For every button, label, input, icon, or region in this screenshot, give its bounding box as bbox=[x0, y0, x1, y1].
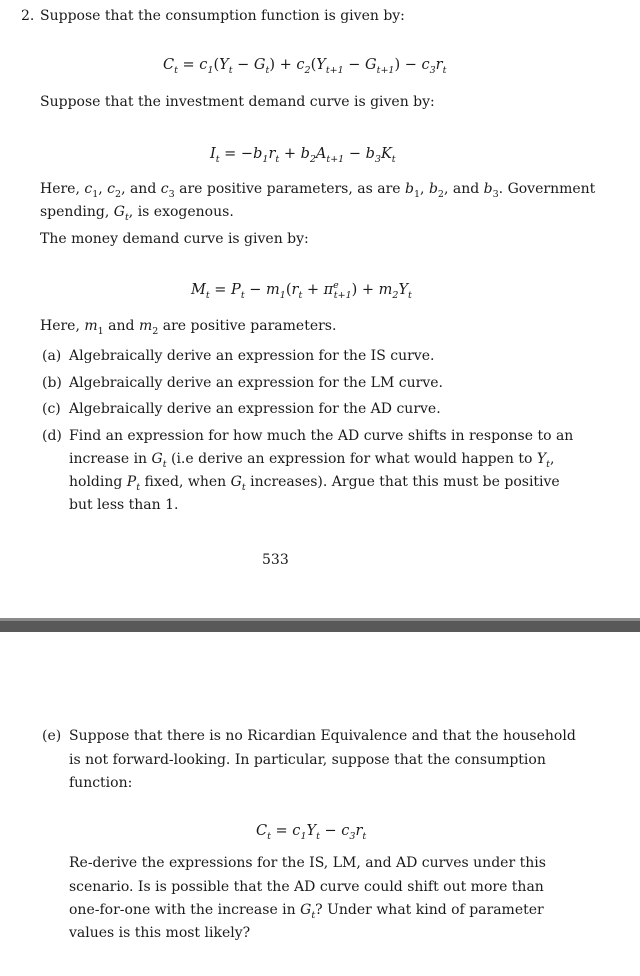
money-intro: The money demand curve is given by: bbox=[40, 231, 309, 247]
equation-investment: $I_t = -b_1r_t + b_2A_{t+1} - b_3K_t$ bbox=[210, 146, 396, 165]
item-e-line-6: one-for-one with the increase in $G_t$? Under what kind of parameter bbox=[69, 902, 544, 921]
item-e-line-5: scenario. Is is possible that the AD curve could shift out more than bbox=[69, 879, 544, 895]
item-a-label: (a) bbox=[42, 348, 62, 364]
item-e-line-1: Suppose that there is no Ricardian Equivalence and that the household bbox=[69, 728, 576, 744]
equation-consumption-simple: $C_t = c_1Y_t - c_3r_t$ bbox=[256, 823, 367, 842]
item-d-label: (d) bbox=[42, 428, 62, 444]
page-2 bbox=[0, 632, 640, 976]
consumption-intro: Suppose that the consumption function is given by: bbox=[40, 8, 405, 24]
problem-number: 2. bbox=[21, 8, 35, 24]
item-c-text: Algebraically derive an expression for the AD curve. bbox=[69, 401, 441, 417]
item-e-line-2: is not forward-looking. In particular, suppose that the consumption bbox=[69, 752, 546, 768]
item-b-label: (b) bbox=[42, 375, 62, 391]
params-line-1: Here, $c_1$, $c_2$, and $c_3$ are positive parameters, as are $b_1$, $b_2$, and $b_3$. Government bbox=[40, 181, 596, 200]
item-d-line-1: Find an expression for how much the AD curve shifts in response to an bbox=[69, 428, 574, 444]
item-e-line-4: Re-derive the expressions for the IS, LM, and AD curves under this bbox=[69, 855, 546, 871]
item-d-line-3: holding $P_t$ fixed, when $G_t$ increases). Argue that this must be positive bbox=[69, 474, 560, 493]
item-e-line-3: function: bbox=[69, 775, 133, 791]
item-c-label: (c) bbox=[42, 401, 61, 417]
equation-money-demand: $M_t = P_t - m_1(r_t + \pi^e_{t+1}) + m_2Y_t$ bbox=[191, 280, 412, 301]
item-d-line-4: but less than 1. bbox=[69, 497, 179, 513]
item-b-text: Algebraically derive an expression for the LM curve. bbox=[69, 375, 443, 391]
investment-intro: Suppose that the investment demand curve is given by: bbox=[40, 94, 435, 110]
page-divider bbox=[0, 618, 640, 632]
item-e-line-7: values is this most likely? bbox=[69, 925, 251, 941]
money-params: Here, $m_1$ and $m_2$ are positive parameters. bbox=[40, 318, 337, 337]
equation-consumption: $C_t = c_1(Y_t - G_t) + c_2(Y_{t+1} - G_{t+1}) - c_3r_t$ bbox=[163, 57, 447, 76]
params-line-2: spending, $G_t$, is exogenous. bbox=[40, 204, 234, 223]
page-number: 533 bbox=[262, 552, 289, 568]
item-e-label: (e) bbox=[42, 728, 62, 744]
item-a-text: Algebraically derive an expression for the IS curve. bbox=[69, 348, 435, 364]
item-d-line-2: increase in $G_t$ (i.e derive an expression for what would happen to $Y_t$, bbox=[69, 451, 555, 470]
